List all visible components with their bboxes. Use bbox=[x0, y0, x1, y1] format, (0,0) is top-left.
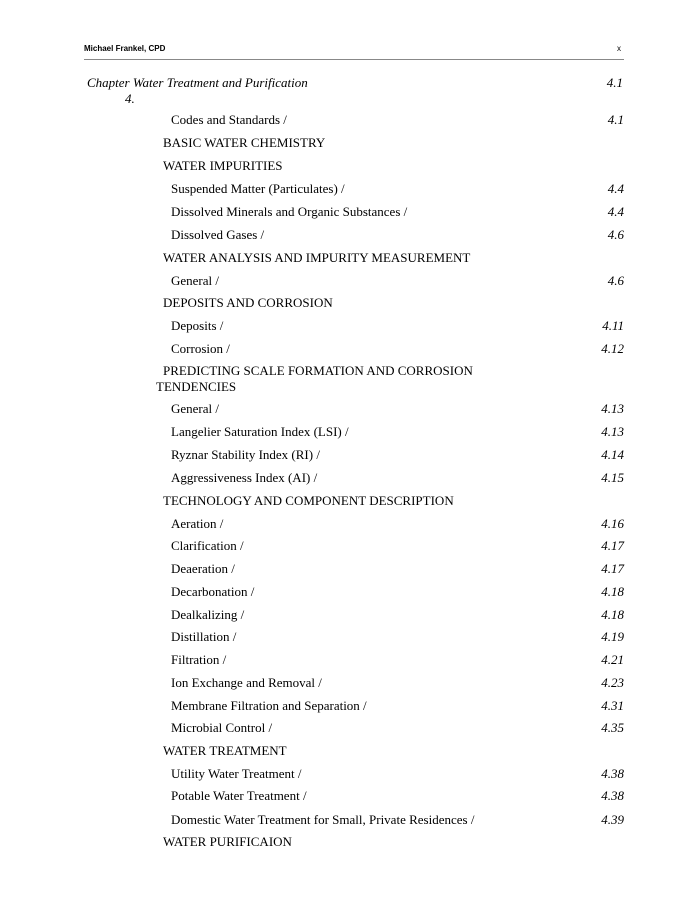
toc-label: Utility Water Treatment / bbox=[171, 766, 302, 781]
toc-section-heading bbox=[0, 493, 695, 511]
toc-entry bbox=[0, 204, 695, 222]
toc-label: Distillation / bbox=[171, 629, 237, 644]
toc-label: Langelier Saturation Index (LSI) / bbox=[171, 424, 349, 439]
toc-label-line-1: PREDICTING SCALE FORMATION AND CORROSION bbox=[163, 363, 473, 378]
toc-entry bbox=[0, 447, 695, 465]
header-author: Michael Frankel, CPD bbox=[84, 44, 166, 53]
toc-label: WATER TREATMENT bbox=[163, 743, 287, 758]
toc-entry bbox=[0, 698, 695, 716]
toc-page-number: 4.19 bbox=[601, 629, 624, 644]
toc-section-heading bbox=[0, 135, 695, 153]
toc-entry bbox=[0, 538, 695, 556]
toc-entry bbox=[0, 424, 695, 442]
toc-page-number: 4.6 bbox=[607, 227, 624, 242]
chapter-title: Chapter Water Treatment and Purification bbox=[87, 75, 308, 90]
toc-page-number: 4.23 bbox=[601, 675, 624, 690]
toc-page-number: 4.17 bbox=[601, 538, 624, 553]
toc-label: Decarbonation / bbox=[171, 584, 255, 599]
toc-label-line-2: TENDENCIES bbox=[156, 379, 237, 394]
toc-page-number: 4.18 bbox=[601, 607, 624, 622]
toc-label: Clarification / bbox=[171, 538, 244, 553]
toc-entry bbox=[0, 812, 695, 830]
toc-label: Dissolved Gases / bbox=[171, 227, 265, 242]
toc-page-number: 4.13 bbox=[601, 424, 624, 439]
toc-section-heading bbox=[0, 834, 695, 852]
toc-page-number: 4.4 bbox=[607, 181, 624, 196]
toc-page-number: 4.38 bbox=[601, 788, 624, 803]
toc-page-number: 4.11 bbox=[602, 318, 624, 333]
toc-entry bbox=[0, 401, 695, 419]
toc-entry bbox=[0, 227, 695, 245]
toc-entry bbox=[0, 181, 695, 199]
toc-label bbox=[156, 363, 503, 395]
toc-entry bbox=[0, 720, 695, 738]
toc-section-heading bbox=[0, 158, 695, 176]
toc-label: Membrane Filtration and Separation / bbox=[171, 698, 367, 713]
toc-entry bbox=[0, 584, 695, 602]
toc-label: Suspended Matter (Particulates) / bbox=[171, 181, 345, 196]
toc-entry bbox=[0, 629, 695, 647]
toc-label: General / bbox=[171, 273, 220, 288]
toc-page-number: 4.21 bbox=[601, 652, 624, 667]
toc-page-number: 4.6 bbox=[607, 273, 624, 288]
toc-label: Deaeration / bbox=[171, 561, 235, 576]
toc-page-number: 4.15 bbox=[601, 470, 624, 485]
toc-label: Microbial Control / bbox=[171, 720, 273, 735]
toc-page-number: 4.12 bbox=[601, 341, 624, 356]
toc-label: Dealkalizing / bbox=[171, 607, 245, 622]
toc-page-number: 4.38 bbox=[601, 766, 624, 781]
toc-entry bbox=[0, 561, 695, 579]
toc-page-number: 4.1 bbox=[607, 112, 624, 127]
toc-label: WATER IMPURITIES bbox=[163, 158, 283, 173]
toc-entry bbox=[0, 112, 695, 130]
toc-page-number: 4.17 bbox=[601, 561, 624, 576]
toc-page-number: 4.13 bbox=[601, 401, 624, 416]
toc-entry bbox=[0, 318, 695, 336]
toc-label: Filtration / bbox=[171, 652, 227, 667]
toc-label: WATER ANALYSIS AND IMPURITY MEASUREMENT bbox=[163, 250, 471, 265]
toc-entry bbox=[0, 273, 695, 291]
toc-label: Potable Water Treatment / bbox=[171, 788, 307, 803]
toc-label: WATER PURIFICAION bbox=[163, 834, 292, 849]
toc-page-number: 4.18 bbox=[601, 584, 624, 599]
toc-label: Dissolved Minerals and Organic Substances / bbox=[171, 204, 408, 219]
toc-label: Aggressiveness Index (AI) / bbox=[171, 470, 318, 485]
toc-label: General / bbox=[171, 401, 220, 416]
toc-entry bbox=[0, 652, 695, 670]
toc-label: BASIC WATER CHEMISTRY bbox=[163, 135, 326, 150]
chapter-number: 4. bbox=[125, 91, 135, 106]
toc-section-heading bbox=[0, 250, 695, 268]
toc-page-number: 4.31 bbox=[601, 698, 624, 713]
toc-page-number: 4.39 bbox=[601, 812, 624, 827]
toc-label: Ryznar Stability Index (RI) / bbox=[171, 447, 320, 462]
toc-label: Aeration / bbox=[171, 516, 224, 531]
toc-page-number: 4.16 bbox=[601, 516, 624, 531]
toc-label: TECHNOLOGY AND COMPONENT DESCRIPTION bbox=[163, 493, 454, 508]
toc-label: Domestic Water Treatment for Small, Private Residences / bbox=[171, 812, 475, 827]
toc-label: Deposits / bbox=[171, 318, 224, 333]
toc-page-number: 4.14 bbox=[601, 447, 624, 462]
toc-section-heading bbox=[0, 363, 695, 397]
toc-section-heading bbox=[0, 295, 695, 313]
toc-entry bbox=[0, 788, 695, 806]
toc-page-number: 4.35 bbox=[601, 720, 624, 735]
toc-entry bbox=[0, 470, 695, 488]
toc-label: Codes and Standards / bbox=[171, 112, 287, 127]
chapter-page: 4.1 bbox=[606, 75, 623, 90]
toc-label: DEPOSITS AND CORROSION bbox=[163, 295, 333, 310]
toc-section-heading bbox=[0, 743, 695, 761]
toc-entry bbox=[0, 675, 695, 693]
header-page-number: x bbox=[617, 44, 621, 53]
toc-label: Corrosion / bbox=[171, 341, 230, 356]
toc-entry bbox=[0, 607, 695, 625]
toc-label: Ion Exchange and Removal / bbox=[171, 675, 322, 690]
toc-page-number: 4.4 bbox=[607, 204, 624, 219]
toc-entry bbox=[0, 516, 695, 534]
toc-entry bbox=[0, 766, 695, 784]
toc-entry bbox=[0, 341, 695, 359]
